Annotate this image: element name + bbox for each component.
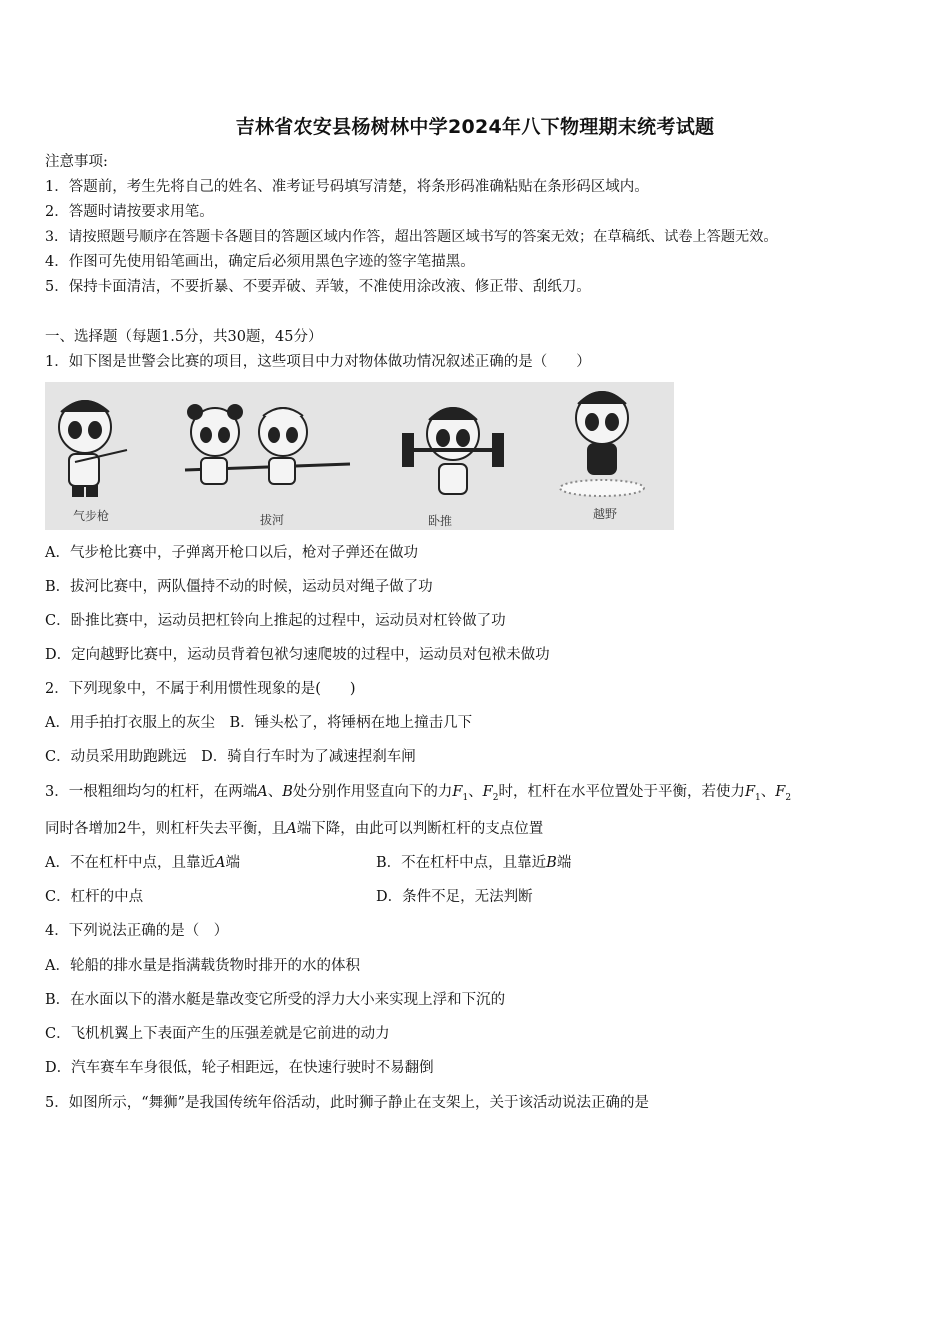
- question-2-options-ab: A．用手拍打衣服上的灰尘 B．锤头松了，将锤柄在地上撞击几下: [45, 715, 473, 731]
- panda-cross-country-illustration: [560, 392, 644, 496]
- figure-caption: 拔河: [260, 513, 285, 527]
- question-2-options-cd: C．动员采用助跑跳远 D．骑自行车时为了减速捏刹车闸: [45, 749, 416, 765]
- notice-heading: 注意事项:: [45, 154, 108, 170]
- question-3-option-b: B．不在杠杆中点，且靠近B端: [376, 855, 572, 871]
- question-2-stem: 2．下列现象中，不属于利用惯性现象的是( ): [45, 681, 356, 697]
- figure-caption: 越野: [593, 507, 618, 521]
- question-3-option-a: A．不在杠杆中点，且靠近A端: [45, 855, 240, 871]
- notice-item: 1．答题前，考生先将自己的姓名、准考证号码填写清楚，将条形码准确粘贴在条形码区域内。: [45, 179, 649, 195]
- question-1-option-c: C．卧推比赛中，运动员把杠铃向上推起的过程中，运动员对杠铃做了功: [45, 613, 506, 629]
- question-4-stem: 4．下列说法正确的是（ ）: [45, 923, 229, 939]
- question-1-option-a: A．气步枪比赛中，子弹离开枪口以后，枪对子弹还在做功: [45, 545, 418, 561]
- question-5-stem: 5．如图所示，“舞狮”是我国传统年俗活动，此时狮子静止在支架上，关于该活动说法正确的是: [45, 1095, 650, 1111]
- section-heading: 一、选择题（每题1.5分，共30题，45分）: [45, 329, 323, 345]
- figure-caption: 卧推: [428, 514, 453, 528]
- notice-item: 5．保持卡面清洁，不要折暴、不要弄破、弄皱，不准使用涂改液、修正带、刮纸刀。: [45, 279, 591, 295]
- question-1-option-b: B．拔河比赛中，两队僵持不动的时候，运动员对绳子做了功: [45, 579, 433, 595]
- question-3-stem-continued: 同时各增加2牛，则杠杆失去平衡，且A端下降，由此可以判断杠杆的支点位置: [45, 821, 544, 837]
- question-1-option-d: D．定向越野比赛中，运动员背着包袱匀速爬坡的过程中，运动员对包袱未做功: [45, 647, 550, 663]
- question-1-figure: [45, 382, 674, 530]
- question-3-stem: 3．一根粗细均匀的杠杆，在两端A、B处分别作用竖直向下的力$F_1$、$F_2$时，杠杆在水平位置处于平衡，若使力$F_1$、$F_2$: [45, 784, 792, 803]
- figure-caption: 气步枪: [73, 509, 110, 523]
- panda-bench-press-illustration: [403, 408, 503, 494]
- notice-item: 3．请按照题号顺序在答题卡各题目的答题区域内作答，超出答题区域书写的答案无效；在草稿纸、试卷上答题无效。: [45, 229, 778, 245]
- notice-item: 4．作图可先使用铅笔画出，确定后必须用黑色字迹的签字笔描黑。: [45, 254, 475, 270]
- question-4-option-b: B．在水面以下的潜水艇是靠改变它所受的浮力大小来实现上浮和下沉的: [45, 992, 506, 1008]
- question-3-option-d: D．条件不足，无法判断: [376, 889, 533, 905]
- panda-tug-of-war-illustration: [185, 405, 350, 484]
- question-4-option-c: C．飞机机翼上下表面产生的压强差就是它前进的动力: [45, 1026, 390, 1042]
- question-4-option-d: D．汽车赛车车身很低，轮子相距远，在快速行驶时不易翻倒: [45, 1060, 434, 1076]
- question-3-option-c: C．杠杆的中点: [45, 889, 144, 905]
- exam-title: 吉林省农安县杨树林中学2024年八下物理期末统考试题: [235, 116, 715, 138]
- panda-rifle-illustration: [59, 401, 127, 496]
- question-4-option-a: A．轮船的排水量是指满载货物时排开的水的体积: [45, 958, 360, 974]
- notice-item: 2．答题时请按要求用笔。: [45, 204, 214, 220]
- question-1-stem: 1．如下图是世警会比赛的项目，这些项目中力对物体做功情况叙述正确的是（ ）: [45, 354, 591, 370]
